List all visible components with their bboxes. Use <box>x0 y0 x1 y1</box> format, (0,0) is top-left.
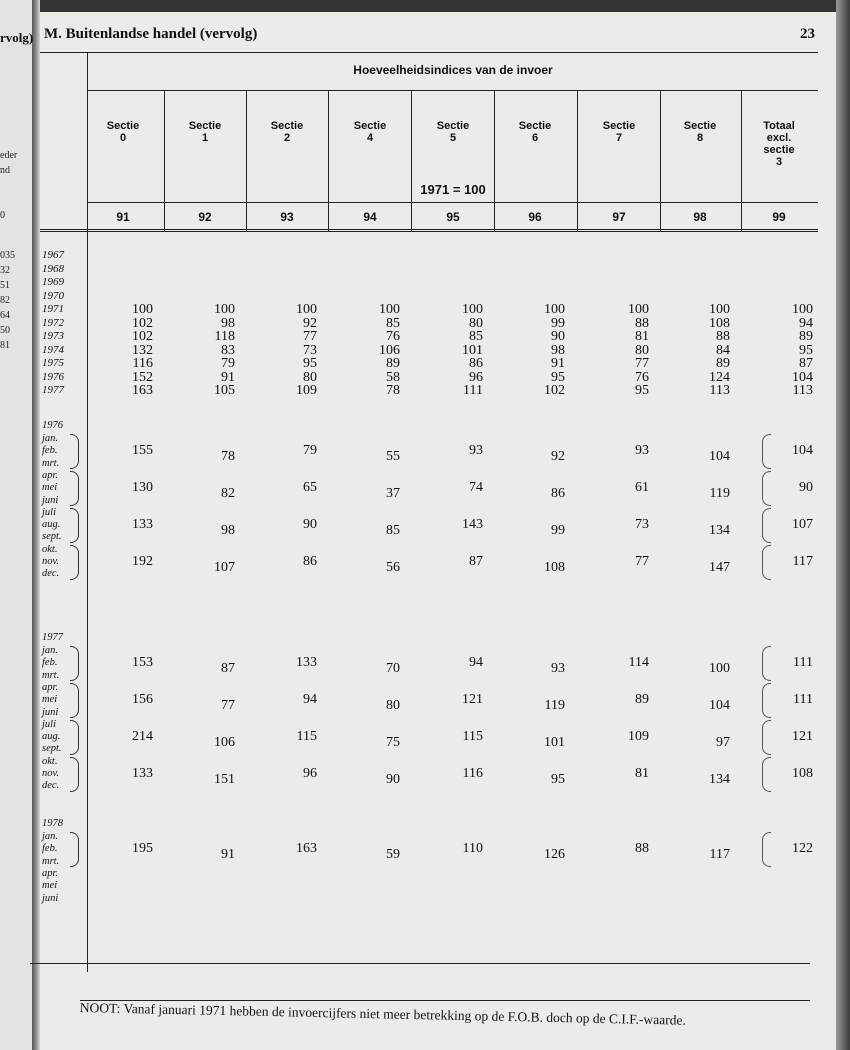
quarter-value: 111 <box>793 655 813 670</box>
annual-value: 102 <box>132 329 153 344</box>
month-label: juli <box>42 718 57 730</box>
column-header-line: 5 <box>449 132 457 144</box>
annual-value: 113 <box>792 383 813 398</box>
column-divider <box>328 90 329 231</box>
quarter-value: 119 <box>544 698 565 713</box>
facing-page-text: 32 <box>0 265 10 276</box>
annual-value: 79 <box>221 356 235 371</box>
quarter-value: 143 <box>462 517 483 532</box>
quarter-value: 93 <box>551 661 565 676</box>
annual-value: 98 <box>551 342 565 358</box>
quarter-value: 81 <box>635 766 649 781</box>
column-header-line: Sectie <box>353 120 387 132</box>
month-label: mrt. <box>42 669 60 681</box>
annual-value: 100 <box>296 302 317 317</box>
quarter-value: 155 <box>132 443 153 458</box>
month-label: sept. <box>42 531 62 543</box>
annual-value: 85 <box>469 329 483 344</box>
column-header <box>660 120 740 144</box>
column-header-line: excl. <box>766 132 792 144</box>
year-label: 1968 <box>42 262 64 275</box>
column-header <box>739 120 819 168</box>
year-label: 1973 <box>42 330 64 342</box>
facing-page-text: nd <box>0 165 10 176</box>
column-header-line: 2 <box>283 132 291 144</box>
annual-value: 76 <box>635 369 649 385</box>
year-label: 1975 <box>42 357 64 369</box>
year-label: 1977 <box>42 384 64 396</box>
column-divider <box>494 90 495 231</box>
quarter-value: 77 <box>635 554 649 569</box>
period-year: 1976 <box>42 420 63 431</box>
annual-value: 105 <box>214 383 235 398</box>
annual-value: 95 <box>635 383 649 398</box>
quarter-value: 89 <box>635 692 649 707</box>
quarter-value: 56 <box>386 560 400 575</box>
column-header-line: Sectie <box>106 120 140 132</box>
month-label: apr. <box>42 681 59 693</box>
year-label: 1970 <box>42 289 64 302</box>
quarter-value: 77 <box>221 698 235 713</box>
annual-value: 99 <box>551 315 565 331</box>
quarter-value: 110 <box>462 841 483 856</box>
quarter-value: 79 <box>303 443 317 458</box>
annual-value: 104 <box>792 369 813 385</box>
annual-value: 102 <box>544 383 565 398</box>
quarter-value: 90 <box>386 772 400 787</box>
annual-value: 163 <box>132 383 153 398</box>
column-header-line: 3 <box>775 156 783 168</box>
month-label: feb. <box>42 657 58 669</box>
quarter-value: 104 <box>709 698 730 713</box>
base-year: 1971 = 100 <box>420 182 486 197</box>
column-header-line: Sectie <box>436 120 470 132</box>
quarter-value: 133 <box>132 766 153 781</box>
month-label: jan. <box>42 433 59 444</box>
quarter-value: 97 <box>716 735 730 750</box>
column-code: 95 <box>446 210 460 224</box>
annual-value: 89 <box>386 356 400 371</box>
month-label: mei <box>42 880 58 892</box>
quarter-value: 163 <box>296 841 317 856</box>
page-number: 23 <box>800 26 815 42</box>
column-header <box>247 120 327 144</box>
month-label: nov. <box>42 768 60 779</box>
quarter-value: 106 <box>214 735 235 750</box>
quarter-value: 74 <box>469 480 483 495</box>
quarter-value: 130 <box>132 480 153 495</box>
quarter-value: 134 <box>709 772 730 787</box>
column-divider <box>411 90 412 231</box>
quarter-value: 116 <box>462 766 483 781</box>
month-label: juni <box>42 494 59 506</box>
column-divider <box>577 90 578 231</box>
annual-value: 100 <box>214 302 235 317</box>
quarter-value: 86 <box>551 486 565 501</box>
annual-value: 100 <box>544 302 565 317</box>
quarter-value: 70 <box>386 661 400 676</box>
quarter-value: 85 <box>386 523 400 538</box>
annual-value: 98 <box>221 315 235 331</box>
quarter-value: 91 <box>221 847 235 862</box>
month-label: juni <box>42 892 59 904</box>
month-label: apr. <box>42 867 59 879</box>
quarter-value: 115 <box>462 729 483 744</box>
month-label: jan. <box>42 831 59 842</box>
quarter-value: 96 <box>303 766 317 781</box>
facing-page-text: 50 <box>0 325 10 336</box>
column-header <box>495 120 575 144</box>
annual-value: 95 <box>551 369 565 385</box>
quarter-brace <box>70 683 79 718</box>
annual-value: 87 <box>799 356 813 371</box>
facing-page-text: 64 <box>0 310 10 321</box>
annual-value: 91 <box>221 369 235 385</box>
annual-value: 80 <box>303 369 317 385</box>
year-label: 1976 <box>42 370 64 383</box>
column-code: 98 <box>693 210 707 224</box>
quarter-value: 156 <box>132 692 153 707</box>
month-label: nov. <box>42 556 60 567</box>
month-label: feb. <box>42 445 58 457</box>
annual-value: 124 <box>709 369 730 385</box>
quarter-value: 214 <box>132 729 153 744</box>
month-label: dec. <box>42 568 60 580</box>
annual-value: 116 <box>132 356 153 371</box>
quarter-value: 95 <box>551 772 565 787</box>
quarter-value: 78 <box>221 449 235 464</box>
quarter-value: 107 <box>792 517 813 532</box>
quarter-value: 92 <box>551 449 565 464</box>
quarter-value: 133 <box>132 517 153 532</box>
annual-value: 84 <box>716 342 730 358</box>
column-divider <box>246 90 247 231</box>
quarter-value: 119 <box>709 486 730 501</box>
annual-value: 89 <box>716 356 730 371</box>
annual-value: 81 <box>635 329 649 344</box>
quarter-value: 65 <box>303 480 317 495</box>
year-label: 1969 <box>42 276 64 288</box>
quarter-value: 99 <box>551 523 565 538</box>
facing-page-text: 0 <box>0 210 5 221</box>
quarter-value: 114 <box>628 655 649 670</box>
column-header-line: Sectie <box>683 120 717 132</box>
annual-value: 58 <box>386 369 400 385</box>
annual-value: 102 <box>132 315 153 331</box>
facing-page-text: eder <box>0 150 18 161</box>
annual-value: 80 <box>469 315 483 331</box>
year-label: 1974 <box>42 343 64 356</box>
annual-value: 94 <box>799 315 813 331</box>
column-header-line: Totaal <box>763 120 795 132</box>
month-label: mrt. <box>42 457 60 469</box>
annual-value: 113 <box>709 383 730 398</box>
quarter-value: 90 <box>303 517 317 532</box>
annual-value: 100 <box>462 302 483 317</box>
column-header-line: Sectie <box>270 120 304 132</box>
quarter-value: 121 <box>462 692 483 707</box>
quarter-value: 98 <box>221 523 235 538</box>
period-year: 1978 <box>42 818 63 829</box>
column-header-line: 0 <box>119 132 127 144</box>
quarter-value: 111 <box>793 692 813 707</box>
annual-value: 152 <box>132 369 153 385</box>
column-header-line: Sectie <box>188 120 222 132</box>
annual-value: 132 <box>132 342 153 358</box>
month-label: feb. <box>42 843 58 855</box>
column-code: 92 <box>198 210 212 224</box>
annual-value: 106 <box>379 342 400 358</box>
annual-value: 80 <box>635 342 649 358</box>
quarter-brace <box>70 757 79 792</box>
facing-page-text: 51 <box>0 280 10 291</box>
quarter-brace <box>70 545 79 580</box>
quarter-value: 82 <box>221 486 235 501</box>
quarter-brace <box>70 434 79 469</box>
quarter-brace <box>70 508 79 543</box>
annual-value: 76 <box>386 329 400 344</box>
quarter-value: 37 <box>386 486 400 501</box>
month-label: juni <box>42 706 59 718</box>
month-label: mrt. <box>42 855 60 867</box>
month-label: mei <box>42 694 58 706</box>
table-title: Hoeveelheidsindices van de invoer <box>353 63 553 77</box>
quarter-brace <box>70 646 79 681</box>
month-label: okt. <box>42 755 58 767</box>
rule <box>30 963 810 964</box>
rule <box>40 229 818 230</box>
month-label: aug. <box>42 731 61 743</box>
quarter-value: 117 <box>792 554 813 569</box>
annual-value: 100 <box>628 302 649 317</box>
quarter-value: 101 <box>544 735 565 750</box>
period-year: 1977 <box>42 632 63 643</box>
annual-value: 88 <box>635 315 649 331</box>
quarter-value: 61 <box>635 480 649 495</box>
quarter-value: 100 <box>709 661 730 676</box>
quarter-brace <box>70 471 79 506</box>
quarter-value: 104 <box>792 443 813 458</box>
column-code: 91 <box>116 210 130 224</box>
column-code: 94 <box>363 210 377 224</box>
annual-value: 100 <box>379 302 400 317</box>
facing-page-title: rvolg) <box>0 30 34 45</box>
annual-value: 96 <box>469 369 483 385</box>
annual-value: 118 <box>214 329 235 344</box>
month-label: sept. <box>42 743 62 755</box>
quarter-value: 151 <box>214 772 235 787</box>
rule <box>40 52 818 53</box>
annual-value: 73 <box>303 342 317 358</box>
quarter-value: 80 <box>386 698 400 713</box>
column-header-line: sectie <box>763 144 795 156</box>
month-label: aug. <box>42 519 61 531</box>
column-code: 96 <box>528 210 542 224</box>
facing-page-text: 82 <box>0 295 10 306</box>
annual-value: 95 <box>303 356 317 371</box>
quarter-value: 59 <box>386 847 400 862</box>
footnote: NOOT: Vanaf januari 1971 hebben de invoercijfers niet meer betrekking op de F.O.B. doch op de C.I.F.-waarde. <box>79 1000 686 1028</box>
quarter-value: 126 <box>544 847 565 862</box>
quarter-value: 94 <box>469 655 483 670</box>
year-label: 1967 <box>42 249 64 261</box>
column-header-line: 6 <box>531 132 539 144</box>
annual-value: 78 <box>386 383 400 398</box>
annual-value: 91 <box>551 356 565 371</box>
facing-page-text: 035 <box>0 250 15 261</box>
month-label: apr. <box>42 469 59 481</box>
page-edge <box>836 0 850 1050</box>
month-label: mei <box>42 482 58 494</box>
column-header <box>83 120 163 144</box>
quarter-value: 87 <box>221 661 235 676</box>
quarter-value: 122 <box>792 841 813 856</box>
annual-value: 89 <box>799 329 813 344</box>
column-divider <box>660 90 661 231</box>
quarter-value: 115 <box>296 729 317 744</box>
column-divider <box>164 90 165 231</box>
month-label: jan. <box>42 645 59 656</box>
quarter-value: 109 <box>628 729 649 744</box>
quarter-value: 75 <box>386 735 400 750</box>
quarter-value: 117 <box>709 847 730 862</box>
quarter-value: 134 <box>709 523 730 538</box>
column-header <box>413 120 493 144</box>
column-header-line: 4 <box>366 132 374 144</box>
section-title: M. Buitenlandse handel (vervolg) <box>44 26 258 42</box>
column-header-line: 7 <box>615 132 623 144</box>
annual-value: 88 <box>716 329 730 344</box>
facing-page-text: 81 <box>0 340 10 351</box>
annual-value: 77 <box>303 329 317 344</box>
annual-value: 85 <box>386 315 400 331</box>
quarter-value: 147 <box>709 560 730 575</box>
quarter-value: 192 <box>132 554 153 569</box>
annual-value: 100 <box>709 302 730 317</box>
quarter-value: 108 <box>544 560 565 575</box>
column-code: 99 <box>772 210 786 224</box>
quarter-value: 55 <box>386 449 400 464</box>
quarter-value: 94 <box>303 692 317 707</box>
quarter-value: 104 <box>709 449 730 464</box>
annual-value: 92 <box>303 315 317 331</box>
rule <box>40 231 818 232</box>
annual-value: 90 <box>551 329 565 344</box>
annual-value: 95 <box>799 342 813 358</box>
column-header <box>579 120 659 144</box>
column-header-line: 1 <box>201 132 209 144</box>
quarter-value: 107 <box>214 560 235 575</box>
annual-value: 83 <box>221 342 235 358</box>
quarter-value: 88 <box>635 841 649 856</box>
month-label: dec. <box>42 780 60 792</box>
annual-value: 111 <box>463 383 483 398</box>
quarter-value: 108 <box>792 766 813 781</box>
column-header-line: Sectie <box>602 120 636 132</box>
quarter-value: 93 <box>635 443 649 458</box>
column-code: 93 <box>280 210 294 224</box>
quarter-value: 121 <box>792 729 813 744</box>
month-label: juli <box>42 506 57 518</box>
column-header-line: Sectie <box>518 120 552 132</box>
column-header-line: 8 <box>696 132 704 144</box>
quarter-brace <box>70 832 79 867</box>
rule <box>80 1000 810 1001</box>
quarter-value: 73 <box>635 517 649 532</box>
annual-value: 101 <box>462 342 483 358</box>
rule <box>88 90 818 91</box>
book-spine <box>32 0 40 1050</box>
annual-value: 108 <box>709 315 730 331</box>
quarter-value: 87 <box>469 554 483 569</box>
quarter-value: 93 <box>469 443 483 458</box>
column-code: 97 <box>612 210 626 224</box>
column-header <box>165 120 245 144</box>
year-label: 1971 <box>42 303 64 315</box>
rule <box>88 202 818 203</box>
quarter-brace <box>70 720 79 755</box>
annual-value: 100 <box>792 302 813 317</box>
column-header <box>330 120 410 144</box>
quarter-value: 195 <box>132 841 153 856</box>
quarter-value: 90 <box>799 480 813 495</box>
quarter-value: 86 <box>303 554 317 569</box>
quarter-value: 153 <box>132 655 153 670</box>
annual-value: 109 <box>296 383 317 398</box>
annual-value: 100 <box>132 302 153 317</box>
annual-value: 86 <box>469 356 483 371</box>
year-label: 1972 <box>42 316 64 329</box>
quarter-value: 133 <box>296 655 317 670</box>
page-top-edge <box>0 0 850 12</box>
annual-value: 77 <box>635 356 649 371</box>
month-label: okt. <box>42 543 58 555</box>
